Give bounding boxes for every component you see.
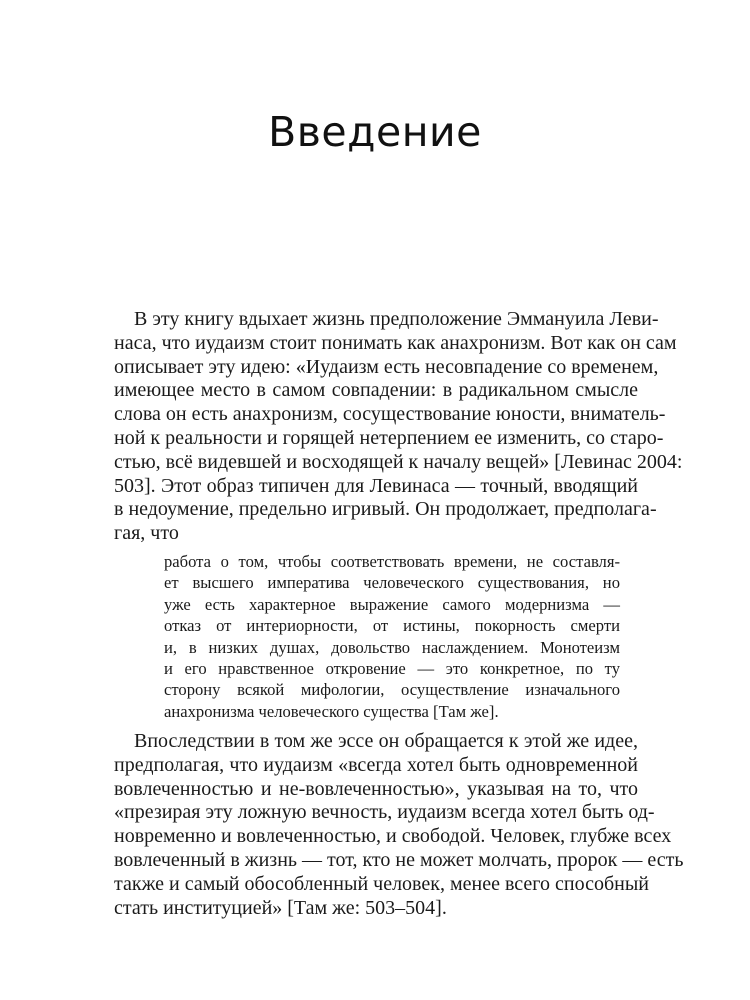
- text-line: также и самый обособленный человек, менее всего способный: [114, 872, 649, 895]
- text-line: 503]. Этот образ типичен для Левинаса — точный, вводящий: [114, 474, 638, 497]
- quote-line: анахронизма человеческого существа [Там же].: [164, 701, 499, 721]
- text-line: имеющее место в самом совпадении: в радикальном смысле: [114, 379, 638, 402]
- text-line: описывает эту идею: «Иудаизм есть несовпадение со временем,: [114, 355, 659, 378]
- text-line: Впоследствии в том же эссе он обращается к этой же идее,: [134, 730, 638, 752]
- quote-line: сторону всякой мифологии, осуществление изначального: [164, 680, 620, 700]
- paragraph-2: [114, 730, 684, 920]
- text-line: наса, что иудаизм стоит понимать как анахронизм. Вот как он сам: [114, 331, 677, 354]
- text-line: стью, всё видевшей и восходящей к началу вещей» [Левинас 2004:: [114, 450, 683, 473]
- quote-line: отказ от интериорности, от истины, покорность смерти: [164, 616, 620, 636]
- quote-line: ет высшего императива человеческого существования, но: [164, 573, 620, 593]
- text-line: В эту книгу вдыхает жизнь предположение Эммануила Леви-: [134, 308, 659, 330]
- text-line: ной к реальности и горящей нетерпением ее изменить, со старо-: [114, 426, 664, 449]
- quote-line: уже есть характерное выражение самого модернизма —: [164, 594, 620, 614]
- text-line: предполагая, что иудаизм «всегда хотел быть одновременной: [114, 753, 638, 776]
- text-line: вовлеченностью и не-вовлеченностью», указывая на то, что: [114, 777, 638, 800]
- paragraph-1: [114, 308, 683, 546]
- text-line: в недоумение, предельно игривый. Он продолжает, предполага-: [114, 498, 657, 521]
- text-line: слова он есть анахронизм, сосуществование юности, вниматель-: [114, 403, 666, 426]
- text-line: вовлеченный в жизнь — тот, кто не может молчать, пророк — есть: [114, 848, 684, 871]
- chapter-title: Введение: [268, 108, 482, 156]
- quote-line: и его нравственное откровение — это конкретное, по ту: [164, 659, 620, 679]
- text-line: гая, что: [114, 522, 179, 545]
- text-line: новременно и вовлеченностью, и свободой. Человек, глубже всех: [114, 825, 672, 848]
- quote-line: работа о том, чтобы соответствовать времени, не составля-: [164, 552, 620, 571]
- quote-line: и, в низких душах, довольство наслаждением. Монотеизм: [164, 637, 620, 657]
- text-line: «презирая эту ложную вечность, иудаизм всегда хотел быть од-: [114, 801, 655, 824]
- text-line: стать институцией» [Там же: 503–504].: [114, 896, 447, 919]
- block-quote: [164, 551, 620, 722]
